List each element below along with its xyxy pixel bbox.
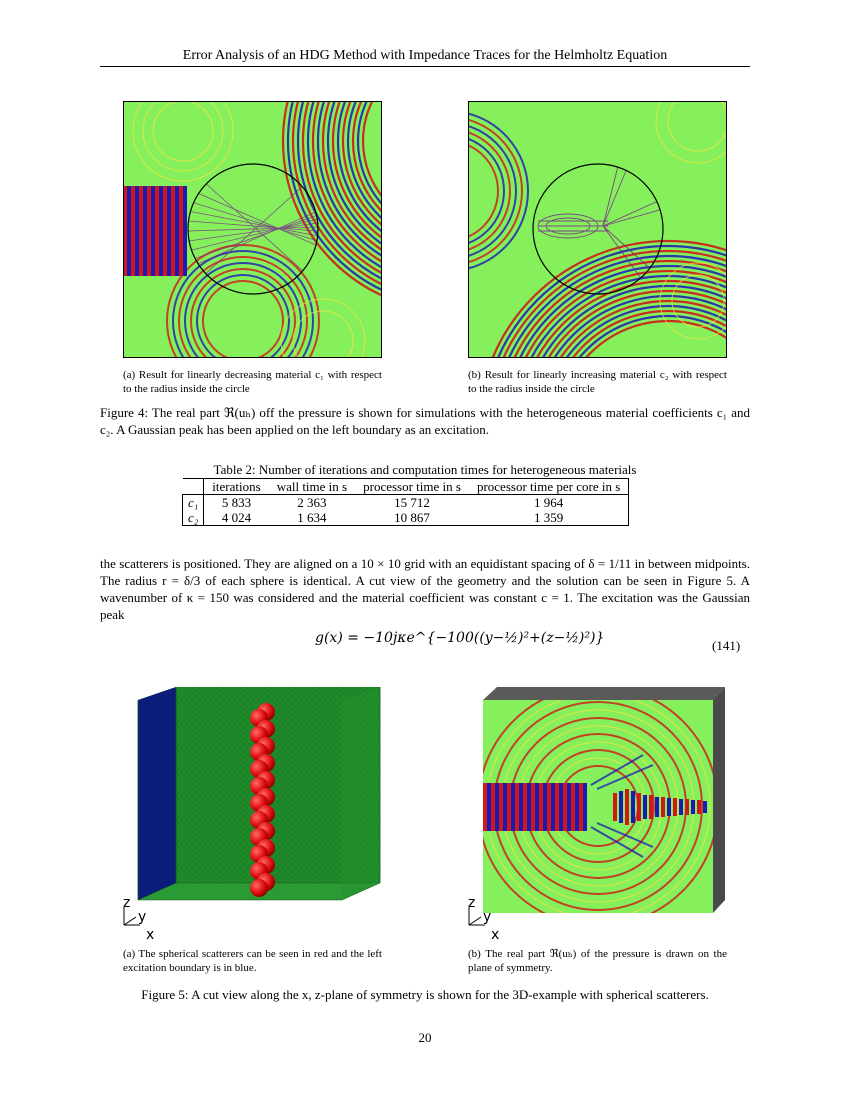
axis-x-label: x: [146, 927, 155, 943]
header-rule: [100, 66, 750, 67]
table-cell: 15 712: [394, 495, 430, 510]
column-header: processor time per core in s: [469, 479, 629, 495]
body-paragraph: the scatterers is positioned. They are aligned on a 10 × 10 grid with an equidistant spacing of δ = 1/11 in between midpoints. The radius r = δ/3 of each sphere is identical. A cut view of the geometry and the solution can be seen in Figure 5. A wavenumber of κ = 150 was considered and the material coefficient was constant c = 1. The excitation was the Gaussian peak: [100, 556, 750, 622]
figure5b-subcaption: (b) The real part ℜ(uₕ) of the pressure is drawn on the plane of symmetry.: [468, 948, 727, 974]
figure4b-subcaption: (b) Result for linearly increasing material c₂ with respect to the radius inside the circle: [468, 369, 727, 395]
figure4a-subcaption: (a) Result for linearly decreasing material c₁ with respect to the radius inside the circle: [123, 369, 382, 395]
figure4b-image: [468, 101, 727, 358]
table2-caption: Table 2: Number of iterations and computation times for heterogeneous materials: [213, 462, 637, 477]
page-number: 20: [418, 1030, 432, 1045]
table-cell: 1 964: [469, 495, 629, 511]
axis-x-label: x: [491, 927, 500, 943]
equation-number: (141): [712, 638, 741, 653]
column-header: wall time in s: [269, 479, 355, 495]
running-header: Error Analysis of an HDG Method with Impedance Traces for the Helmholtz Equation: [182, 48, 668, 63]
column-header: iterations: [204, 479, 269, 495]
figure4a-image: [123, 101, 382, 358]
table-cell: 5 833: [221, 495, 252, 510]
figure5b-image: [463, 685, 733, 945]
axis-y-label: y: [483, 909, 492, 925]
table-corner: [183, 479, 204, 495]
figure4-caption: Figure 4: The real part ℜ(uₕ) off the pressure is shown for simulations with the heterogeneous material coefficients c₁ and c₂. A Gaussian peak has been applied on the left boundary as an excitation.: [100, 405, 750, 437]
figure5-caption: Figure 5: A cut view along the x, z-plane of symmetry is shown for the 3D-example with spherical scatterers.: [141, 987, 709, 1002]
table-cell: 4 024: [204, 510, 269, 526]
row-label: c₁: [183, 495, 204, 511]
table-cell: 2 363: [297, 495, 327, 510]
table-cell: 1 634: [269, 510, 355, 526]
figure5a-subcaption: (a) The spherical scatterers can be seen in red and the left excitation boundary is in blue.: [123, 948, 382, 974]
row-label: c₂: [183, 510, 204, 526]
table-cell: 1 359: [469, 510, 629, 526]
axis-z-label: z: [468, 895, 476, 911]
table-cell: 10 867: [355, 510, 469, 526]
figure5a-image: [118, 685, 388, 945]
equation-141: [315, 630, 604, 647]
equation-text: g(x) = −10jκe^{−100((y−½)²+(z−½)²)}: [315, 630, 605, 646]
column-header: processor time in s: [355, 479, 469, 495]
table2: [182, 478, 629, 526]
axis-z-label: z: [123, 895, 131, 911]
axis-y-label: y: [138, 909, 147, 925]
